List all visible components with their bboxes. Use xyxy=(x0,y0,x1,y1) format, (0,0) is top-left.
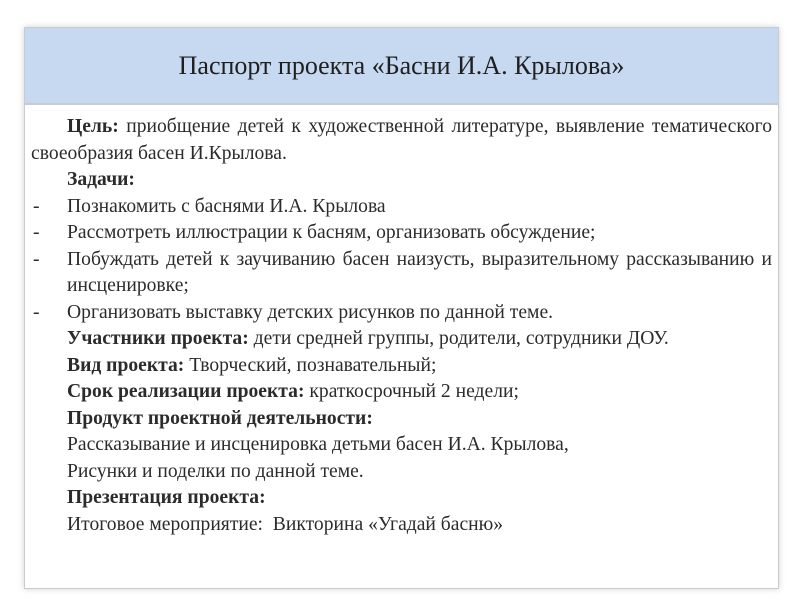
goal-text: приобщение детей к художественной литературе, выявление тематического своеобразия басен И.Крылова. xyxy=(31,116,772,164)
dash-bullet: - xyxy=(33,248,40,270)
list-item xyxy=(31,300,772,327)
term-text: краткосрочный 2 недели; xyxy=(304,381,519,402)
product-line: Рассказывание и инсценировка детьми басен И.А. Крылова, xyxy=(67,434,569,455)
goal-label: Цель: xyxy=(67,116,119,137)
participants-paragraph xyxy=(31,326,772,353)
task-text: Побуждать детей к заучиванию басен наизусть, выразительному рассказыванию и инсценировке; xyxy=(67,248,772,296)
type-text: Творческий, познавательный; xyxy=(184,354,437,376)
goal-paragraph xyxy=(31,114,772,167)
slide-title: Паспорт проекта «Басни И.А. Крылова» xyxy=(178,50,625,80)
dash-bullet: - xyxy=(33,195,40,217)
presentation-heading xyxy=(31,485,772,512)
product-line: Рисунки и поделки по данной теме. xyxy=(67,460,364,482)
slide xyxy=(24,27,779,589)
task-text: Рассмотреть иллюстрации к басням, организовать обсуждение; xyxy=(67,222,596,243)
task-text: Организовать выставку детских рисунков по данной теме. xyxy=(67,301,554,323)
list-item xyxy=(31,194,772,221)
list-item xyxy=(31,220,772,247)
tasks-heading xyxy=(31,167,772,194)
term-row xyxy=(31,379,772,406)
tasks-label: Задачи: xyxy=(67,169,135,190)
task-text: Познакомить с баснями И.А. Крылова xyxy=(67,195,386,217)
participants-text: дети средней группы, родители, сотрудники ДОУ. xyxy=(248,328,669,349)
term-label: Срок реализации проекта: xyxy=(67,381,305,402)
dash-bullet: - xyxy=(33,222,40,243)
presentation-label: Презентация проекта: xyxy=(67,487,266,508)
participants-label: Участники проекта: xyxy=(67,328,249,349)
type-row xyxy=(31,353,772,380)
slide-title-bar xyxy=(25,28,778,105)
list-item xyxy=(31,247,772,300)
slide-body xyxy=(31,114,772,558)
product-label: Продукт проектной деятельности: xyxy=(67,407,373,429)
dash-bullet: - xyxy=(33,301,40,323)
presentation-text: Итоговое мероприятие: Викторина «Угадай басню» xyxy=(67,513,504,535)
type-label: Вид проекта: xyxy=(67,354,185,376)
product-heading xyxy=(31,406,772,433)
